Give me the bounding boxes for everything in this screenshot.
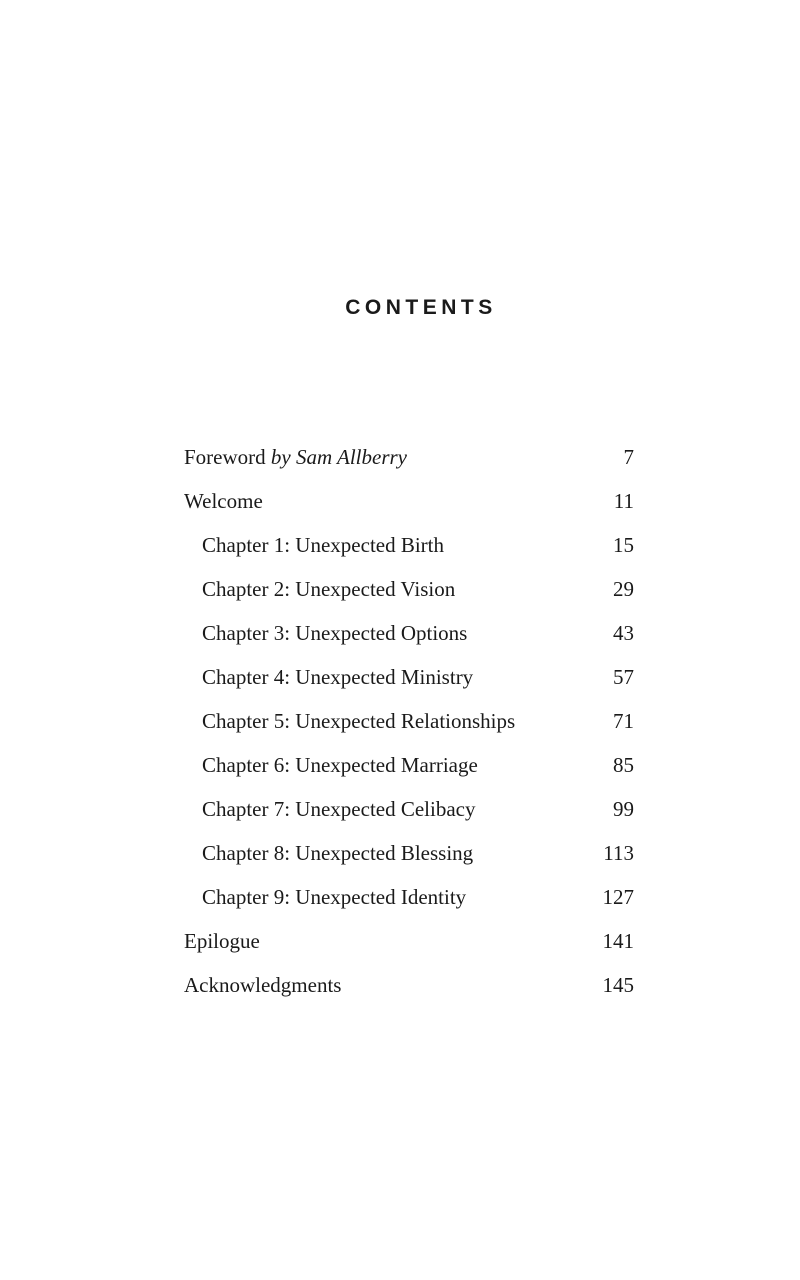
- toc-entry-page: 113: [603, 841, 634, 865]
- toc-entry-acknowledgments: [184, 967, 634, 1011]
- toc-entry-title: Chapter 7: Unexpected Celibacy: [202, 797, 476, 821]
- contents-heading: CONTENTS: [345, 296, 497, 319]
- toc-entry-title: Chapter 9: Unexpected Identity: [202, 885, 467, 909]
- toc-entry-title: Chapter 8: Unexpected Blessing: [202, 841, 474, 865]
- toc-entry-page: 145: [602, 973, 634, 997]
- toc-entry-page: 57: [613, 665, 634, 689]
- toc-entry-title: Chapter 1: Unexpected Birth: [202, 533, 445, 557]
- toc-entry-page: 15: [613, 533, 634, 557]
- toc-entry-welcome: [184, 483, 634, 527]
- toc-entry-page: 43: [613, 621, 634, 645]
- toc-entry-page: 85: [613, 753, 634, 777]
- table-of-contents: [184, 439, 634, 1011]
- toc-entry-chapter-2: [184, 571, 634, 615]
- toc-entry-title: Acknowledgments: [184, 973, 342, 997]
- toc-entry-chapter-8: [184, 835, 634, 879]
- toc-entry-title: Chapter 4: Unexpected Ministry: [202, 665, 474, 689]
- toc-entry-title: Chapter 2: Unexpected Vision: [202, 577, 456, 601]
- toc-entry-title: Epilogue: [184, 929, 260, 953]
- toc-entry-title: Chapter 3: Unexpected Options: [202, 621, 468, 645]
- toc-entry-chapter-3: [184, 615, 634, 659]
- toc-entry-title: Welcome: [184, 489, 263, 513]
- toc-entry-chapter-9: [184, 879, 634, 923]
- toc-entry-chapter-4: [184, 659, 634, 703]
- toc-entry-chapter-5: [184, 703, 634, 747]
- toc-entry-title: Chapter 6: Unexpected Marriage: [202, 753, 478, 777]
- toc-entry-byline: by Sam Allberry: [270, 445, 407, 469]
- toc-entry-chapter-7: [184, 791, 634, 835]
- toc-entry-page: 141: [602, 929, 634, 953]
- toc-entry-title: Foreword by Sam Allberry: [184, 445, 407, 469]
- toc-entry-page: 11: [613, 489, 634, 513]
- toc-entry-page: 99: [613, 797, 634, 821]
- toc-entry-foreword: [184, 439, 634, 483]
- toc-entry-page: 71: [613, 709, 634, 733]
- toc-entry-page: 7: [623, 445, 634, 469]
- toc-entry-chapter-1: [184, 527, 634, 571]
- toc-entry-title: Chapter 5: Unexpected Relationships: [202, 709, 516, 733]
- toc-entry-page: 29: [613, 577, 634, 601]
- toc-entry-page: 127: [602, 885, 634, 909]
- toc-entry-epilogue: [184, 923, 634, 967]
- toc-entry-chapter-6: [184, 747, 634, 791]
